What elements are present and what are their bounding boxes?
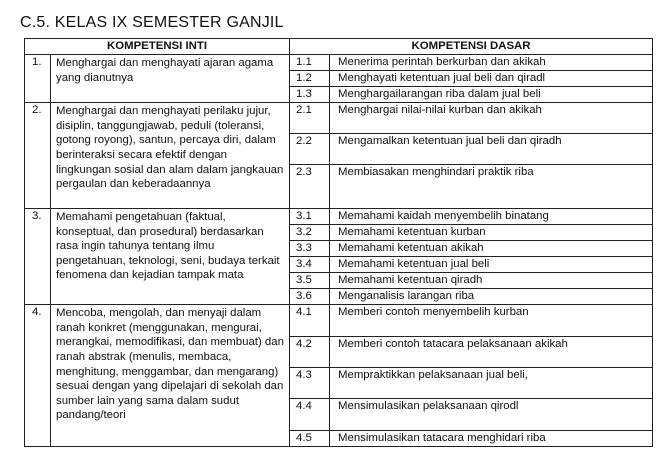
ki-text: Menghargai dan menghayati ajaran agama yang dianutnya xyxy=(51,55,290,103)
kd-text: Memahami ketentuan jual beli xyxy=(330,257,653,273)
ki-number: 4. xyxy=(25,305,51,447)
kd-text: Memberi contoh menyembelih kurban xyxy=(330,305,653,337)
kd-text: Mensimulasikan pelaksanaan qirodl xyxy=(330,398,653,430)
kd-text: Menghayati ketentuan jual beli dan qiradl xyxy=(330,71,653,87)
kd-text: Menghargailarangan riba dalam jual beli xyxy=(330,87,653,103)
kd-text: Menerima perintah berkurban dan akikah xyxy=(330,55,653,71)
ki-text: Memahami pengetahuan (faktual, konseptual, dan prosedural) berdasarkan rasa ingin tahunya tentang ilmu pengetahuan, teknologi, seni, budaya terkait fenomena dan kejadian tampak mata xyxy=(51,209,290,305)
kd-text: Mempraktikkan pelaksanaan jual beli, xyxy=(330,368,653,399)
kd-number: 3.2 xyxy=(290,225,330,241)
header-kompetensi-inti: KOMPETENSI INTI xyxy=(25,39,290,55)
kd-number: 4.1 xyxy=(290,305,330,337)
table-row xyxy=(25,55,653,71)
ki-text: Menghargai dan menghayati perilaku jujur, disiplin, tanggungjawab, peduli (toleransi, gotong royong), santun, percaya diri, dalam berinteraksi secara efektif dengan lingkungan sosial dan alam dalam jangkauan pergaulan dan keberadaannya xyxy=(51,103,290,209)
kd-text: Membiasakan menghindari praktik riba xyxy=(330,164,653,208)
kd-text: Memahami ketentuan akikah xyxy=(330,241,653,257)
kd-number: 1.2 xyxy=(290,71,330,87)
kd-number: 1.3 xyxy=(290,87,330,103)
kd-number: 4.3 xyxy=(290,368,330,399)
kd-number: 4.4 xyxy=(290,398,330,430)
kd-text: Mensimulasikan tatacara menghidari riba xyxy=(330,430,653,446)
kd-number: 3.4 xyxy=(290,257,330,273)
kd-text: Memahami ketentuan kurban xyxy=(330,225,653,241)
competency-table xyxy=(24,38,653,447)
kd-number: 1.1 xyxy=(290,55,330,71)
ki-number: 3. xyxy=(25,209,51,305)
kd-number: 3.1 xyxy=(290,209,330,225)
page-title: C.5. KELAS IX SEMESTER GANJIL xyxy=(20,14,284,31)
ki-number: 1. xyxy=(25,55,51,103)
kd-text: Mengamalkan ketentuan jual beli dan qiradh xyxy=(330,133,653,164)
kd-text: Menganalisis larangan riba xyxy=(330,289,653,305)
kd-number: 2.3 xyxy=(290,164,330,208)
table-header-row xyxy=(25,39,653,55)
kd-text: Memahami ketentuan qiradh xyxy=(330,273,653,289)
header-kompetensi-dasar: KOMPETENSI DASAR xyxy=(290,39,653,55)
kd-text: Memahami kaidah menyembelih binatang xyxy=(330,209,653,225)
kd-text: Menghargai nilai-nilai kurban dan akikah xyxy=(330,103,653,134)
table-row xyxy=(25,305,653,337)
kd-number: 3.6 xyxy=(290,289,330,305)
ki-text: Mencoba, mengolah, dan menyaji dalam ranah konkret (menggunakan, mengurai, merangkai, memodifikasi, dan membuat) dan ranah abstrak (menulis, membaca, menghitung, menggambar, dan mengarang) sesuai dengan yang dipelajari di sekolah dan sumber lain yang sama dalam sudut pandang/teori xyxy=(51,305,290,447)
kd-number: 4.2 xyxy=(290,337,330,368)
table-row xyxy=(25,103,653,134)
kd-number: 3.3 xyxy=(290,241,330,257)
kd-number: 2.1 xyxy=(290,103,330,134)
kd-number: 2.2 xyxy=(290,133,330,164)
ki-number: 2. xyxy=(25,103,51,209)
kd-number: 4.5 xyxy=(290,430,330,446)
table-row xyxy=(25,209,653,225)
kd-text: Memberi contoh tatacara pelaksanaan akikah xyxy=(330,337,653,368)
kd-number: 3.5 xyxy=(290,273,330,289)
